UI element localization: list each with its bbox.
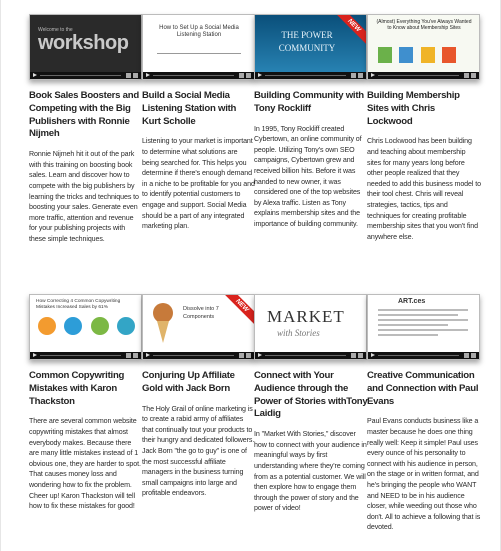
course-title[interactable]: Connect with Your Audience through the Power of Stories withTony Laidig [254, 370, 368, 420]
video-control-bar[interactable] [255, 352, 366, 359]
volume-icon[interactable] [464, 353, 469, 358]
video-control-bar[interactable] [368, 72, 479, 79]
course-description: Ronnie Nijmeh hit it out of the park with this training on boosting book sales. Learn and discover how to compete with the big publishers by learning the tricks and techniques to boosting your sales. Generate even more traffic, attention and revenue for your publishing projects with these simple techniques. [29, 150, 139, 243]
video-thumbnail[interactable] [142, 14, 255, 80]
progress-track[interactable] [265, 355, 346, 356]
course-title[interactable]: Build a Social Media Listening Station with Kurt Scholle [142, 90, 237, 127]
play-icon[interactable] [371, 73, 375, 77]
fullscreen-icon[interactable] [246, 73, 251, 78]
video-control-bar[interactable] [143, 352, 254, 359]
progress-track[interactable] [153, 75, 234, 76]
course-title[interactable]: Book Sales Boosters and Competing with the Big Publishers with Ronnie Nijmeh [29, 90, 139, 140]
play-icon[interactable] [258, 353, 262, 357]
course-description: Chris Lockwood has been building and teaching about membership sites for many years long before other people realized that they needed to add this business model to their tool chest. Chris will reveal strategies, tactics, tips and techniques for creating profitable membership sites that you won't find anywhere else. [367, 137, 481, 241]
ice-cream-cone [157, 321, 169, 343]
course-card [367, 14, 481, 242]
volume-icon[interactable] [239, 353, 244, 358]
course-card [367, 294, 481, 533]
thumbnail-small-text: Welcome to the [38, 27, 73, 33]
thumbnail-title: workshop [38, 32, 129, 54]
thumbnail-lines [378, 309, 468, 336]
video-thumbnail[interactable] [367, 14, 480, 80]
course-description: Listening to your market is important to determine what solutions are being searched for. This helps you determine if there's enough demand in a niche to be profitable for you and to identify potential customers to engage and support. Social Media should be a part of any integrated marketing plan. [142, 137, 255, 231]
volume-icon[interactable] [351, 73, 356, 78]
video-control-bar[interactable] [368, 352, 479, 359]
course-description: In 1995, Tony Rockliff created Cybertown, an online community of people. Utilizing Tony's own SEO campaigns, Cybertown grew and received billion hits. Before it was handed to new owner, it was considered one of the top websites by Alexa traffic. Listen as Tony explains membership sites and the importance of building community. [254, 124, 362, 228]
volume-icon[interactable] [239, 73, 244, 78]
play-icon[interactable] [258, 73, 262, 77]
course-title[interactable]: Creative Communication and Connection with Paul Evans [367, 370, 479, 407]
fullscreen-icon[interactable] [246, 353, 251, 358]
course-description: There are several common website copywriting mistakes that almost everybody makes. Because there are many little mistakes instead of 1 obvious one, they are harder to spot. That causes money loss and wondering how to fix the problem. Cheer up! Karon Thackston will tell how to fix these mistakes for good! [29, 417, 141, 511]
volume-icon[interactable] [126, 73, 131, 78]
thumbnail-title: How to Set Up a Social Media Listening Station [159, 25, 239, 38]
course-title[interactable]: Common Copywriting Mistakes with Karon Thackston [29, 370, 125, 407]
new-badge: NEW [223, 294, 255, 325]
course-description: Paul Evans conducts business like a master because he does one thing really well: Keep it simple! Paul uses every ounce of his personality to connect with his audience in person, on the stage or in written format, and he's bringing the people who WANT and NEED to be in his audience closer, while weeding out those who don't. All to achieve a following that is devoted. [367, 417, 481, 532]
fullscreen-icon[interactable] [471, 73, 476, 78]
volume-icon[interactable] [464, 73, 469, 78]
course-description: In "Market With Stories," discover how to connect with your audience in meaningful ways by first understanding where they're coming from as a potential customer. We will then explore how to engage them through the power of story and the power of video! [254, 430, 367, 513]
play-icon[interactable] [371, 353, 375, 357]
play-icon[interactable] [33, 353, 37, 357]
thumbnail-title: ART.ces [398, 298, 426, 305]
thumbnail-small-text: with Stories [277, 328, 320, 338]
fullscreen-icon[interactable] [133, 353, 138, 358]
thumbnail-title: THE POWER COMMUNITY [278, 30, 336, 53]
play-icon[interactable] [146, 73, 150, 77]
video-control-bar[interactable] [30, 72, 141, 79]
ice-cream-icon [153, 303, 173, 323]
video-thumbnail[interactable] [29, 14, 142, 80]
thumbnail-rule [157, 53, 241, 54]
course-card [142, 294, 256, 499]
fullscreen-icon[interactable] [471, 353, 476, 358]
thumbnail-title: (Almost) Everything You've Always Wanted to Know about Membership Sites [376, 19, 472, 31]
play-icon[interactable] [146, 353, 150, 357]
course-title[interactable]: Building Membership Sites with Chris Lockwood [367, 90, 460, 127]
video-control-bar[interactable] [143, 72, 254, 79]
progress-track[interactable] [153, 355, 234, 356]
video-thumbnail[interactable] [29, 294, 142, 360]
thumbnail-blocks [378, 47, 456, 68]
course-title[interactable]: Conjuring Up Affiliate Gold with Jack Born [142, 370, 235, 394]
course-card [254, 14, 368, 230]
thumbnail-title: How Correcting 4 Common Copywriting Mistakes Increased Sales by 61% [36, 299, 121, 310]
thumbnail-title: MARKET [267, 307, 345, 326]
course-card [29, 14, 143, 245]
progress-track[interactable] [40, 75, 121, 76]
progress-track[interactable] [378, 75, 459, 76]
volume-icon[interactable] [126, 353, 131, 358]
progress-track[interactable] [40, 355, 121, 356]
fullscreen-icon[interactable] [358, 353, 363, 358]
video-thumbnail[interactable] [367, 294, 480, 360]
video-thumbnail[interactable] [254, 14, 367, 80]
progress-track[interactable] [265, 75, 346, 76]
course-card [29, 294, 143, 512]
new-badge: NEW [335, 14, 367, 45]
course-description: The Holy Grail of online marketing is to create a rabid army of affiliates that continually tout your products to their hungry and dedicated followers. Jack Born "the go to guy" is one of the most successful affiliate managers in the business turning small campaigns into large and profitable endeavors. [142, 404, 255, 498]
course-card [254, 294, 368, 514]
course-title[interactable]: Building Community with Tony Rockliff [254, 90, 364, 114]
fullscreen-icon[interactable] [358, 73, 363, 78]
video-control-bar[interactable] [255, 72, 366, 79]
progress-track[interactable] [378, 355, 459, 356]
video-thumbnail[interactable] [254, 294, 367, 360]
thumbnail-title: Dissolve into 7 Components [183, 306, 219, 320]
video-thumbnail[interactable] [142, 294, 255, 360]
thumbnail-circles [38, 317, 135, 340]
volume-icon[interactable] [351, 353, 356, 358]
video-control-bar[interactable] [30, 352, 141, 359]
course-card [142, 14, 256, 232]
fullscreen-icon[interactable] [133, 73, 138, 78]
play-icon[interactable] [33, 73, 37, 77]
